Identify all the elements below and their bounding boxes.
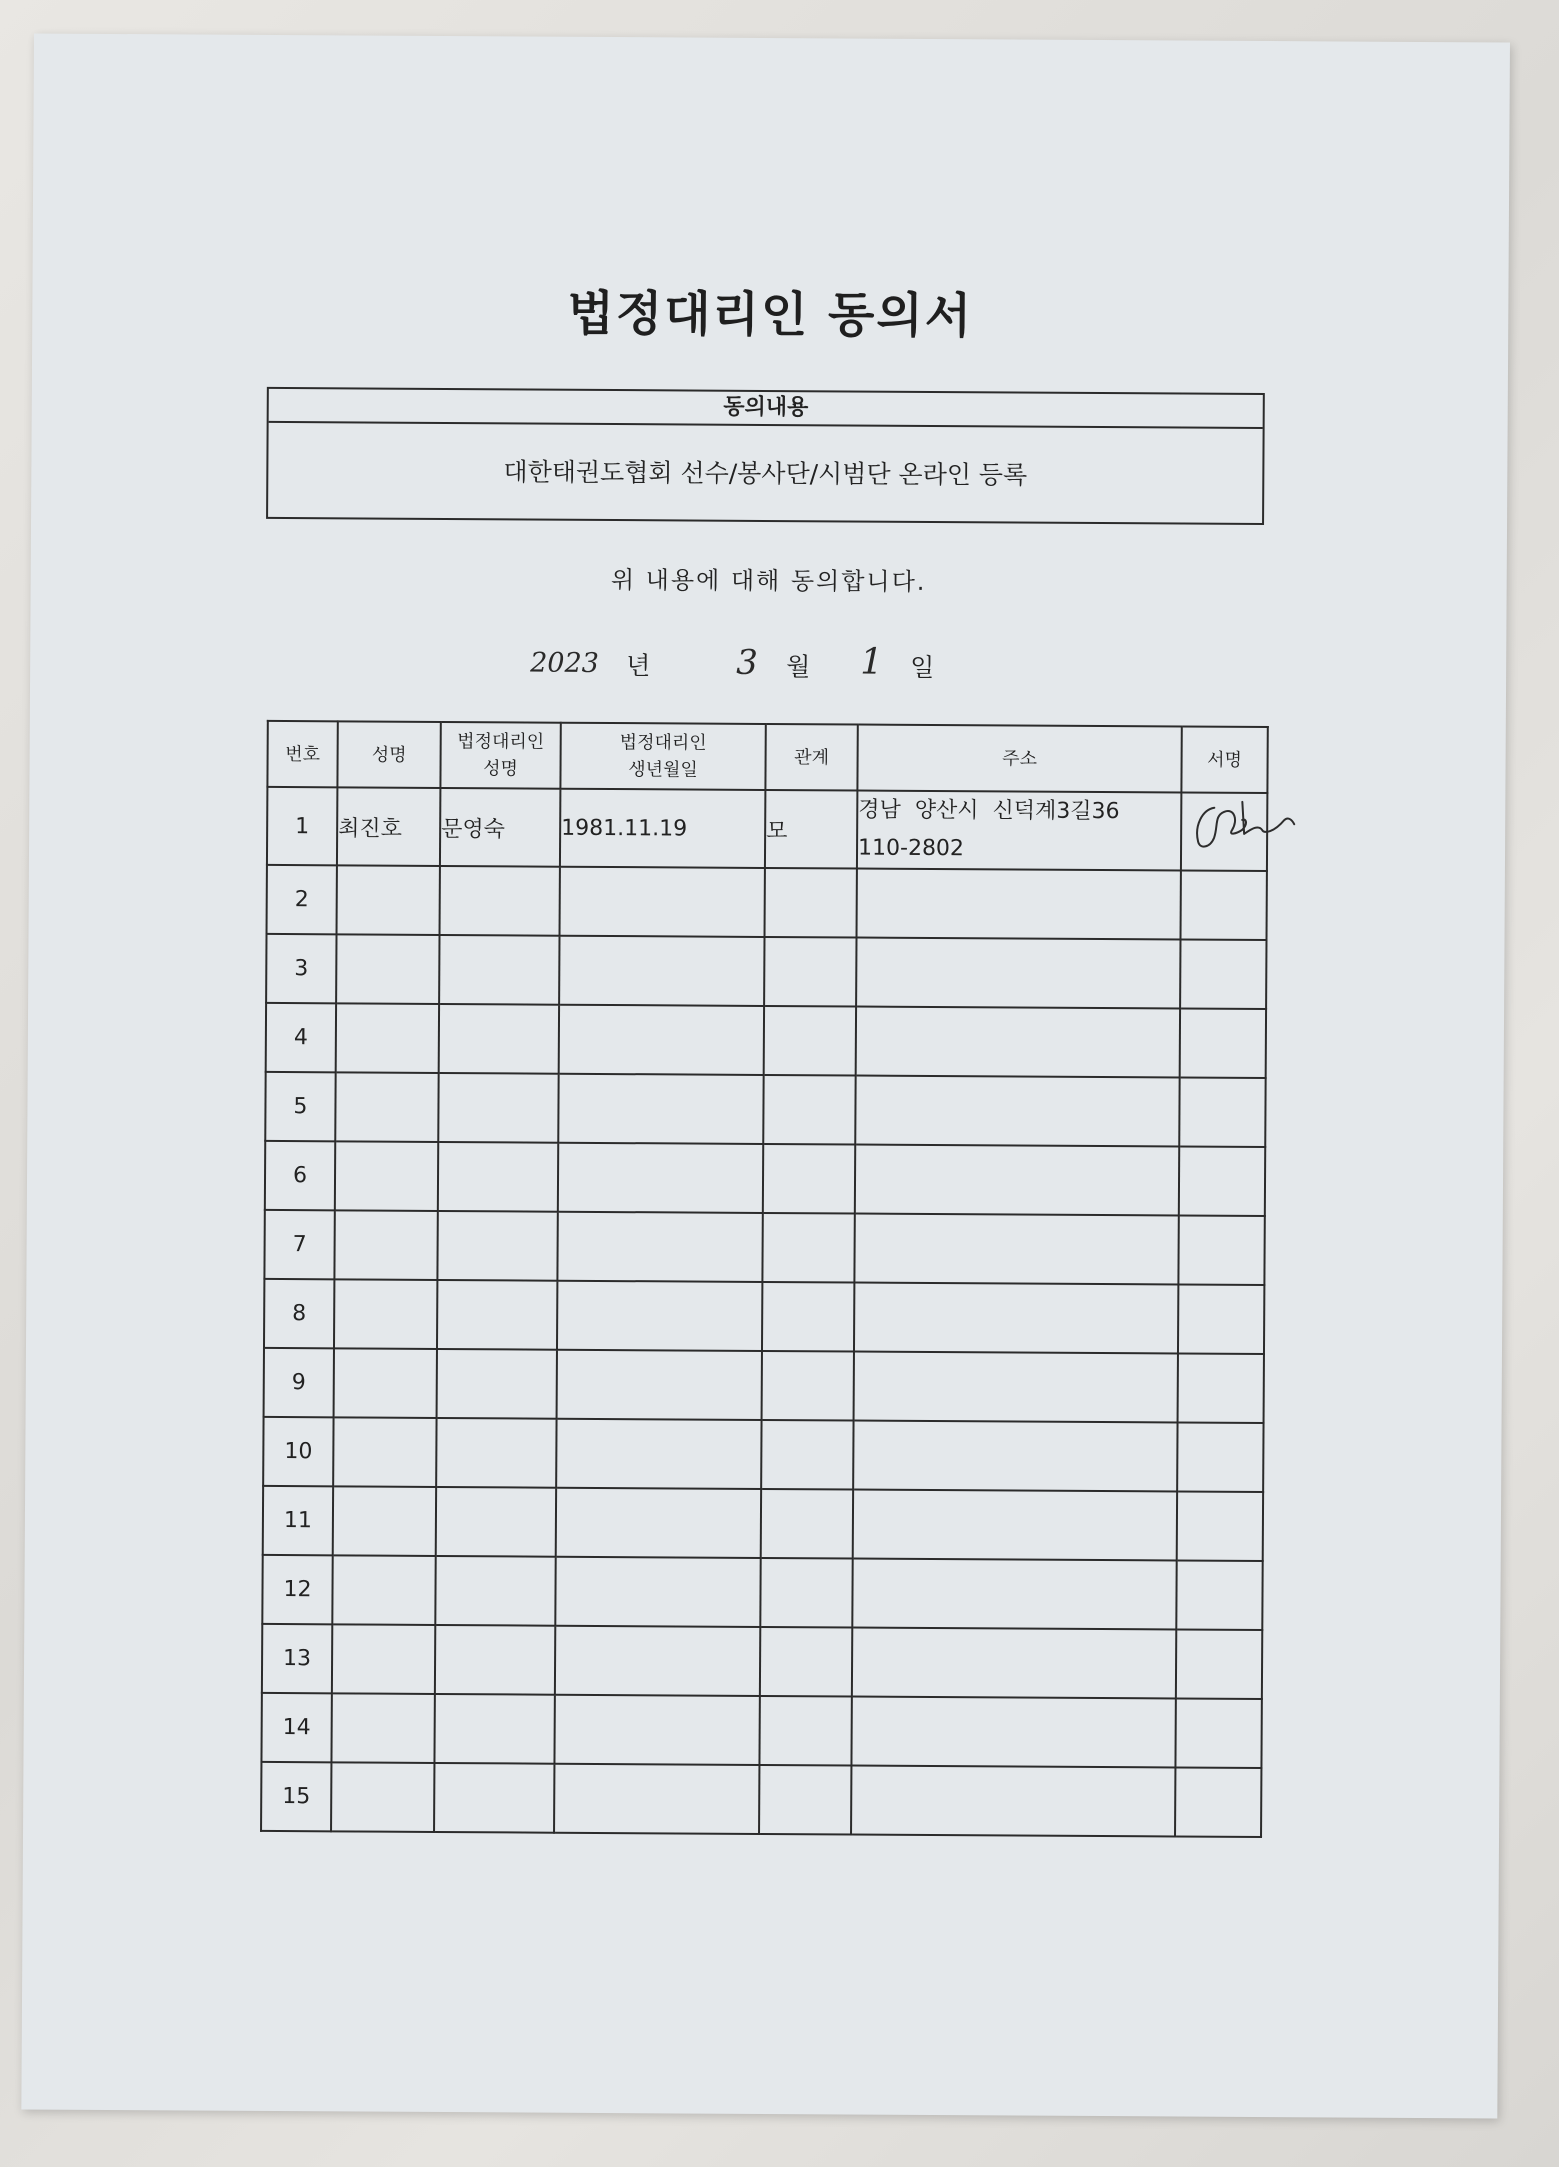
table-row (267, 787, 1267, 871)
row-guardian-birth-cell (559, 936, 764, 1006)
header-guardian-name-line2: 성명 (483, 758, 518, 780)
table-row (267, 865, 1267, 940)
row-address-line2 (854, 1593, 1176, 1595)
row-address-line1 (857, 1041, 1179, 1043)
signature-stroke (1197, 802, 1294, 848)
row-name-cell (331, 1693, 434, 1763)
row-address-line2 (856, 1248, 1178, 1250)
row-relation-cell (764, 937, 856, 1007)
row-address-cell (852, 1559, 1176, 1630)
table-row (266, 1003, 1266, 1078)
row-signature-cell (1179, 1147, 1265, 1217)
date-month-label: 월 (786, 652, 811, 682)
row-name-cell (332, 1624, 435, 1694)
row-guardian-name-cell (438, 1142, 558, 1212)
row-guardian-birth-cell (556, 1488, 761, 1558)
row-name-cell (334, 1210, 437, 1280)
row-name-cell (335, 1072, 438, 1142)
row-guardian-birth-cell (557, 1212, 762, 1282)
row-address-cell (851, 1766, 1175, 1837)
row-number-cell: 12 (262, 1555, 332, 1624)
row-signature-cell (1177, 1423, 1263, 1493)
row-guardian-birth-cell (555, 1626, 760, 1696)
row-guardian-birth-cell: 1981.11.19 (560, 789, 765, 868)
table-row (265, 1072, 1265, 1147)
table-row (264, 1348, 1264, 1423)
row-number-cell: 4 (266, 1003, 336, 1072)
row-guardian-name-cell (437, 1349, 557, 1419)
row-address-line2 (854, 1524, 1176, 1526)
row-signature-cell (1178, 1216, 1264, 1286)
row-guardian-name-cell (437, 1280, 557, 1350)
row-address-line2 (856, 1179, 1178, 1181)
row-address-line2 (855, 1386, 1177, 1388)
row-number-cell: 7 (264, 1210, 334, 1279)
row-address-line1 (856, 1248, 1178, 1250)
header-relation: 관계 (765, 724, 857, 791)
row-guardian-name-cell (434, 1763, 554, 1833)
row-name-cell (334, 1279, 437, 1349)
row-signature-cell (1178, 1285, 1264, 1355)
row-name-cell (332, 1555, 435, 1625)
row-guardian-birth-cell (556, 1419, 761, 1489)
row-address-cell (855, 1076, 1179, 1147)
row-signature-cell (1176, 1561, 1262, 1631)
table-header-row (267, 721, 1267, 793)
row-guardian-birth-cell (557, 1350, 762, 1420)
table-row (263, 1486, 1263, 1561)
row-number-cell: 14 (261, 1693, 331, 1762)
row-address-cell (855, 1145, 1179, 1216)
handwritten-signature (1184, 790, 1304, 861)
row-number-cell: 3 (266, 934, 336, 1003)
row-address-line2 (854, 1455, 1176, 1457)
row-address-line2 (855, 1317, 1177, 1319)
row-relation-cell (762, 1282, 854, 1352)
row-guardian-birth-cell (557, 1281, 762, 1351)
row-address-cell (853, 1421, 1177, 1492)
row-relation-cell (759, 1765, 851, 1835)
row-signature-cell (1181, 871, 1267, 941)
row-address-cell (857, 869, 1181, 940)
row-number-cell: 1 (267, 787, 337, 865)
row-signature-cell (1180, 1009, 1266, 1079)
row-relation-cell (760, 1627, 852, 1697)
row-guardian-name-cell: 문영숙 (440, 788, 560, 867)
row-number-cell: 5 (265, 1072, 335, 1141)
row-signature-cell (1175, 1767, 1261, 1837)
row-guardian-birth-cell (555, 1557, 760, 1627)
header-number: 번호 (267, 721, 337, 787)
row-number-cell: 15 (261, 1762, 331, 1831)
row-address-cell (853, 1490, 1177, 1561)
table-row (264, 1210, 1264, 1285)
table-row (265, 1141, 1265, 1216)
row-relation-cell (762, 1213, 854, 1283)
row-address-line2 (856, 1110, 1178, 1112)
row-relation-cell (761, 1489, 853, 1559)
row-name-cell: 최진호 (337, 787, 440, 866)
row-address-line1 (853, 1662, 1175, 1664)
row-address-line1 (854, 1524, 1176, 1526)
row-name-cell (334, 1348, 437, 1418)
row-name-cell (333, 1417, 436, 1487)
table-row (261, 1693, 1261, 1768)
row-address-line1 (855, 1317, 1177, 1319)
agreement-statement: 위 내용에 대해 동의합니다. (610, 566, 927, 596)
table-row (266, 934, 1266, 1009)
row-guardian-birth-cell (554, 1764, 759, 1834)
row-number-cell: 2 (267, 865, 337, 934)
row-address-line2 (852, 1800, 1174, 1802)
row-address-line2 (858, 903, 1180, 905)
header-guardian-birth-line2: 생년월일 (628, 759, 698, 781)
row-address-line1 (858, 903, 1180, 905)
date-year-label: 년 (626, 651, 651, 681)
row-signature-cell (1180, 940, 1266, 1010)
row-guardian-name-cell (439, 935, 559, 1005)
row-number-cell: 13 (262, 1624, 332, 1693)
row-relation-cell (763, 1075, 855, 1145)
row-guardian-birth-cell (554, 1695, 759, 1765)
row-number-cell: 11 (263, 1486, 333, 1555)
row-name-cell (337, 865, 440, 935)
header-name: 성명 (337, 721, 440, 788)
row-signature-cell (1178, 1354, 1264, 1424)
row-signature-cell (1179, 1078, 1265, 1148)
row-guardian-name-cell (438, 1073, 558, 1143)
row-guardian-name-cell (436, 1487, 556, 1557)
row-address-cell (856, 1007, 1180, 1078)
row-address-line2 (857, 972, 1179, 974)
row-guardian-name-cell (435, 1625, 555, 1695)
date-day-handwritten: 1 (860, 641, 884, 683)
row-address-line1 (856, 1110, 1178, 1112)
table-row (264, 1279, 1264, 1354)
table-row (261, 1762, 1261, 1837)
row-guardian-name-cell (439, 1004, 559, 1074)
consent-content-text: 대한태권도협회 선수/봉사단/시범단 온라인 등록 (503, 457, 1028, 490)
date-month-handwritten: 3 (736, 642, 758, 683)
row-name-cell (336, 1003, 439, 1073)
row-number-cell: 9 (264, 1348, 334, 1417)
header-address: 주소 (857, 725, 1181, 793)
date-year-handwritten: 2023 (530, 647, 599, 679)
row-address-line1 (857, 972, 1179, 974)
row-relation-cell (759, 1696, 851, 1766)
header-guardian-name (440, 722, 560, 789)
row-relation-cell (764, 1006, 856, 1076)
row-guardian-name-cell (440, 866, 560, 936)
table-row (263, 1417, 1263, 1492)
row-guardian-name-cell (436, 1418, 556, 1488)
consent-content-header: 동의내용 (269, 389, 1263, 429)
row-address-cell (854, 1283, 1178, 1354)
row-address-line2: 110-2802 (857, 835, 965, 862)
row-address-line1 (856, 1179, 1178, 1181)
row-guardian-name-cell (437, 1211, 557, 1281)
row-name-cell (335, 1141, 438, 1211)
row-relation-cell: 모 (765, 790, 857, 869)
row-signature-cell (1175, 1698, 1261, 1768)
guardian-registration-table (260, 720, 1269, 1838)
table-row (262, 1555, 1262, 1630)
row-relation-cell (763, 1144, 855, 1214)
row-relation-cell (765, 868, 857, 938)
date-day-label: 일 (910, 652, 935, 683)
row-name-cell (331, 1762, 434, 1832)
header-guardian-name-line1: 법정대리인 (457, 731, 545, 753)
row-address-line2 (857, 1041, 1179, 1043)
row-guardian-birth-cell (560, 867, 765, 937)
row-address-line1 (854, 1455, 1176, 1457)
date-line (530, 640, 1050, 693)
row-signature-cell (1176, 1629, 1262, 1699)
row-address-cell (856, 938, 1180, 1009)
row-number-cell: 8 (264, 1279, 334, 1348)
row-address-line1 (852, 1800, 1174, 1802)
row-guardian-name-cell (434, 1694, 554, 1764)
table-row (262, 1624, 1262, 1699)
row-address-cell (854, 1352, 1178, 1423)
row-relation-cell (761, 1420, 853, 1490)
row-address-cell (854, 1214, 1178, 1285)
header-guardian-birth (560, 723, 765, 790)
row-number-cell: 10 (263, 1417, 333, 1486)
row-address-line1 (855, 1386, 1177, 1388)
row-relation-cell (762, 1351, 854, 1421)
row-signature-cell (1177, 1492, 1263, 1562)
row-number-cell: 6 (265, 1141, 335, 1210)
header-signature: 서명 (1181, 727, 1267, 794)
row-address-line2 (853, 1662, 1175, 1664)
row-address-cell (851, 1697, 1175, 1768)
row-name-cell (336, 934, 439, 1004)
row-guardian-birth-cell (558, 1143, 763, 1213)
row-relation-cell (760, 1558, 852, 1628)
row-signature-cell (1181, 793, 1267, 872)
header-guardian-birth-line1: 법정대리인 (619, 732, 707, 754)
row-name-cell (333, 1486, 436, 1556)
document-title: 법정대리인 동의서 (567, 285, 974, 345)
row-guardian-birth-cell (559, 1005, 764, 1075)
row-address-line2 (853, 1731, 1175, 1733)
row-address-line1 (853, 1731, 1175, 1733)
consent-content-box (266, 387, 1265, 525)
row-address-cell (852, 1628, 1176, 1699)
consent-form-paper (21, 33, 1510, 2118)
row-address-line1 (854, 1593, 1176, 1595)
row-address-cell (857, 791, 1181, 871)
row-guardian-name-cell (435, 1556, 555, 1626)
row-guardian-birth-cell (558, 1074, 763, 1144)
table-body (261, 787, 1267, 1837)
row-address-line1: 경남 양산시 신덕계3길36 (858, 797, 1120, 825)
